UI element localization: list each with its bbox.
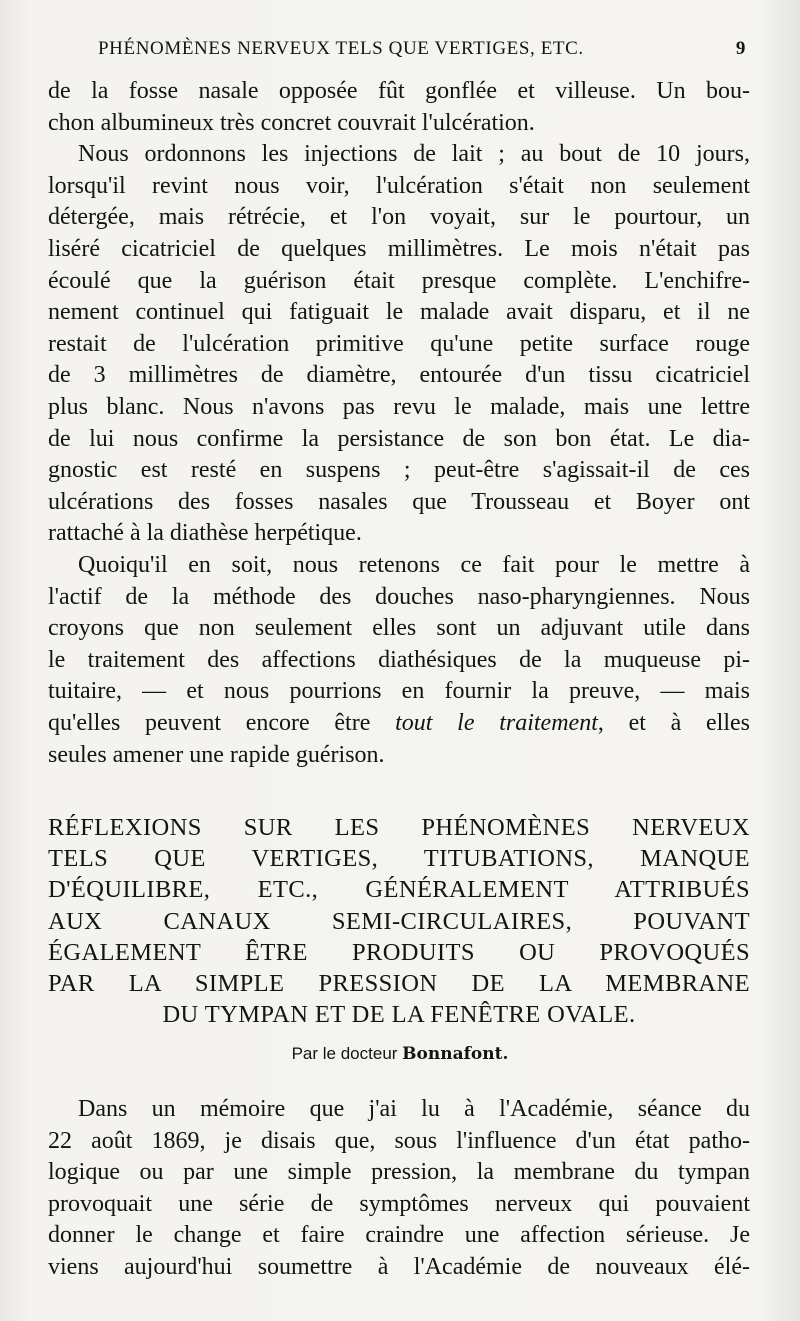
text-line: donner le change et faire craindre une affection sérieuse. Je	[48, 1222, 750, 1249]
title-line: TELS QUE VERTIGES, TITUBATIONS, MANQUE	[48, 845, 750, 873]
body-text-middle	[48, 550, 750, 771]
text-line: restait de l'ulcération primitive qu'une petite surface rouge	[48, 330, 750, 357]
text-line: gnostic est resté en suspens ; peut-être s'agissait-il de ces	[48, 457, 750, 484]
emphasis-italic: tout le traitement	[395, 709, 598, 736]
text-line: seules amener une rapide guérison.	[48, 741, 385, 768]
text-line: de 3 millimètres de diamètre, entourée d'un tissu cicatriciel	[48, 362, 750, 389]
text-line: provoquait une série de symptômes nerveux qui pouvaient	[48, 1190, 750, 1217]
title-line: ÉGALEMENT ÊTRE PRODUITS OU PROVOQUÉS	[48, 938, 750, 966]
byline-prefix: Par le docteur	[291, 1044, 398, 1063]
text-line: détergée, mais rétrécie, et l'on voyait, sur le pourtour, un	[48, 204, 750, 231]
text-line: viens aujourd'hui soumettre à l'Académie de nouveaux élé-	[48, 1253, 750, 1280]
text-line-with-emphasis	[48, 708, 750, 740]
text-line: écoulé que la guérison était presque complète. L'enchifre-	[48, 267, 750, 294]
text-line: logique ou par une simple pression, la membrane du tympan	[48, 1159, 750, 1186]
text-line: 22 août 1869, je disais que, sous l'influence d'un état patho-	[48, 1127, 750, 1154]
text-line: croyons que non seulement elles sont un adjuvant utile dans	[48, 615, 750, 642]
title-line: D'ÉQUILIBRE, ETC., GÉNÉRALEMENT ATTRIBUÉS	[48, 876, 750, 904]
text-line: liséré cicatriciel de quelques millimètres. Le mois n'était pas	[48, 235, 750, 262]
text-run: , et à elles	[597, 709, 750, 736]
text-line: l'actif de la méthode des douches naso-pharyngiennes. Nous	[48, 583, 750, 610]
title-line: AUX CANAUX SEMI-CIRCULAIRES, POUVANT	[48, 907, 750, 935]
title-line: DU TYMPAN ET DE LA FENÊTRE OVALE.	[162, 1001, 636, 1029]
article-title	[48, 812, 750, 1030]
body-text-top	[48, 76, 750, 550]
title-line: RÉFLEXIONS SUR LES PHÉNOMÈNES NERVEUX	[48, 814, 750, 841]
text-line: Nous ordonnons les injections de lait ; au bout de 10 jours,	[78, 141, 750, 168]
text-line: rattaché à la diathèse herpétique.	[48, 520, 362, 547]
text-line: tuitaire, — et nous pourrions en fournir la preuve, — mais	[48, 678, 750, 705]
title-line: PAR LA SIMPLE PRESSION DE LA MEMBRANE	[48, 969, 750, 997]
text-line: le traitement des affections diathésiques de la muqueuse pi-	[48, 646, 750, 673]
text-line: de lui nous confirme la persistance de son bon état. Le dia-	[48, 425, 750, 452]
running-title: PHÉNOMÈNES NERVEUX TELS QUE VERTIGES, ETC.	[98, 38, 584, 59]
text-line: plus blanc. Nous n'avons pas revu le malade, mais une lettre	[48, 393, 750, 420]
author-name: Bonnafont.	[402, 1044, 509, 1064]
text-line: lorsqu'il revint nous voir, l'ulcération s'était non seulement	[48, 172, 750, 199]
text-line: Dans un mémoire que j'ai lu à l'Académie, séance du	[78, 1096, 750, 1122]
text-line: ulcérations des fosses nasales que Trousseau et Boyer ont	[48, 488, 750, 515]
text-line: nement continuel qui fatiguait le malade avait disparu, et il ne	[48, 299, 750, 326]
body-text-bottom	[48, 1094, 750, 1284]
page-number: 9	[735, 38, 746, 59]
text-line: Quoiqu'il en soit, nous retenons ce fait pour le mettre à	[78, 552, 750, 578]
author-byline	[0, 1044, 800, 1064]
running-header	[98, 38, 758, 66]
text-line: de la fosse nasale opposée fût gonflée et villeuse. Un bou-	[48, 78, 750, 104]
text-run: qu'elles peuvent encore être	[48, 709, 396, 736]
text-line: chon albumineux très concret couvrait l'ulcération.	[48, 109, 535, 136]
